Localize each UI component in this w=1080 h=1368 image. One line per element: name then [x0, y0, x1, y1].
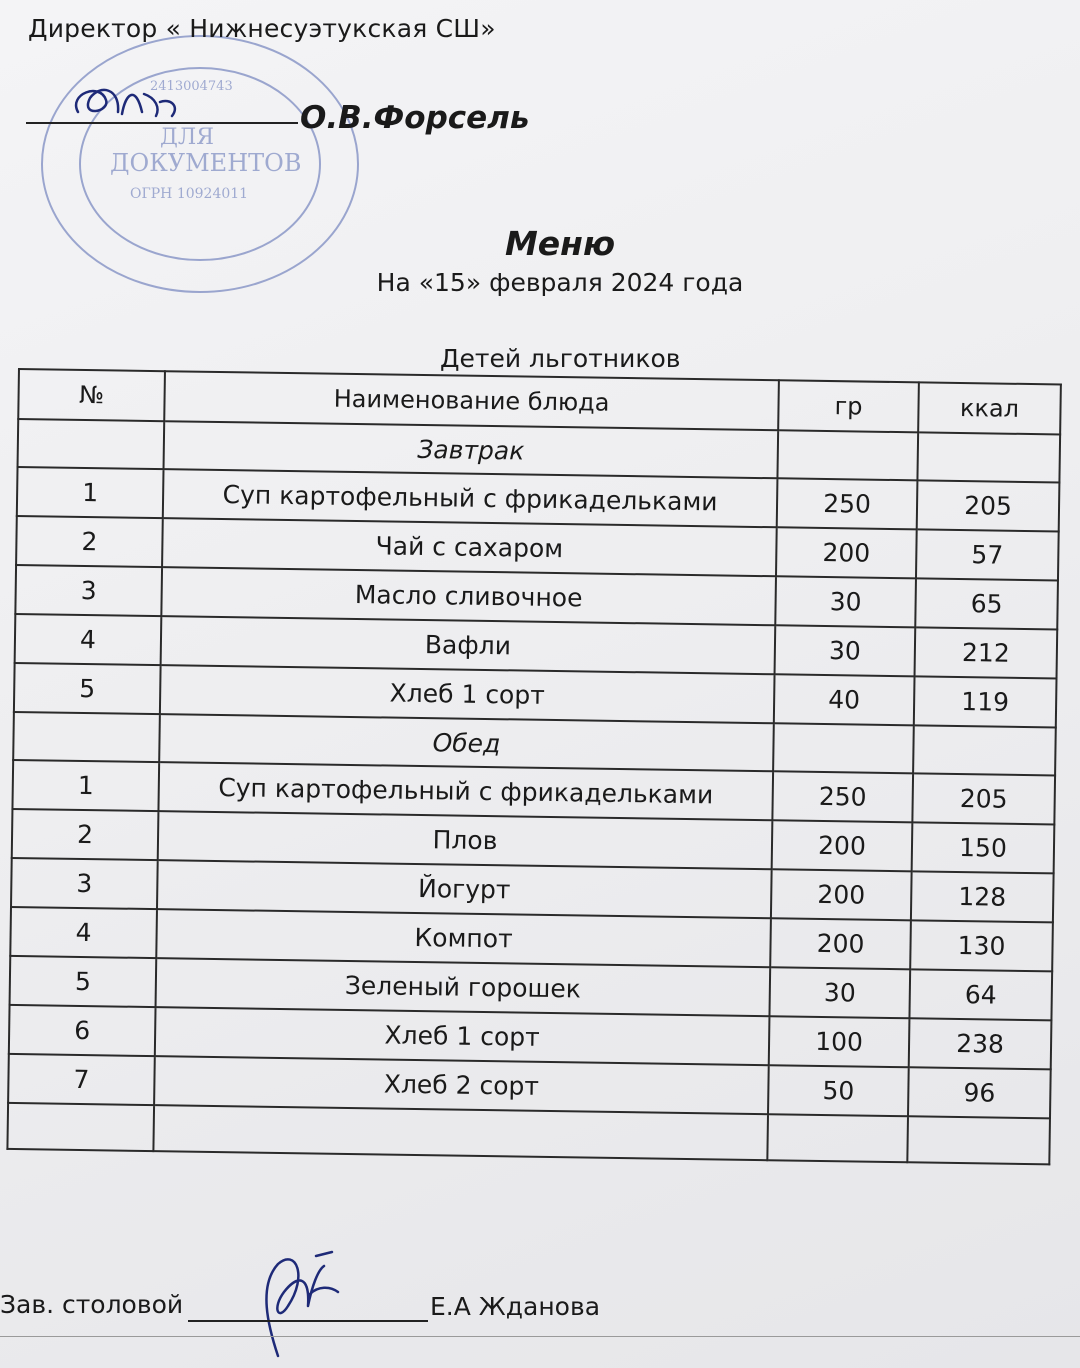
row-num: 4 — [15, 614, 162, 665]
director-title: Директор « Нижнесуэтукская СШ» — [28, 14, 496, 43]
row-num: 3 — [15, 565, 162, 616]
footer-name: Е.А Жданова — [430, 1292, 601, 1321]
document-subtitle: Детей льготников — [440, 344, 681, 373]
row-kcal: 57 — [916, 529, 1059, 580]
row-dish: Компот — [156, 909, 771, 967]
row-dish: Суп картофельный с фрикадельками — [163, 469, 778, 527]
row-kcal: 119 — [914, 676, 1057, 727]
row-gr: 30 — [769, 967, 910, 1018]
row-kcal: 64 — [909, 969, 1052, 1020]
row-gr: 30 — [775, 625, 916, 676]
page-edge — [0, 1336, 1080, 1337]
row-gr: 250 — [777, 478, 918, 529]
header-gr: гр — [778, 380, 919, 432]
row-kcal: 238 — [909, 1018, 1052, 1069]
row-gr: 200 — [770, 918, 911, 969]
section-title: Обед — [159, 714, 774, 771]
row-dish: Суп картофельный с фрикадельками — [158, 762, 773, 820]
row-kcal: 205 — [917, 480, 1060, 531]
row-gr: 40 — [774, 674, 915, 725]
header-name: Наименование блюда — [164, 371, 779, 430]
svg-text:ОГРН 10924011: ОГРН 10924011 — [130, 186, 249, 202]
director-name: О.В.Форсель — [300, 100, 530, 136]
row-num: 5 — [14, 663, 161, 714]
row-dish: Чай с сахаром — [162, 518, 777, 576]
header-kcal: ккал — [918, 382, 1061, 434]
row-gr: 100 — [769, 1016, 910, 1067]
row-kcal: 65 — [915, 578, 1058, 629]
row-num: 2 — [12, 809, 159, 860]
row-gr: 250 — [772, 771, 913, 822]
row-gr: 200 — [776, 527, 917, 578]
row-num: 1 — [17, 467, 164, 518]
row-kcal: 130 — [910, 920, 1053, 971]
row-num: 3 — [11, 858, 158, 909]
row-num: 1 — [12, 760, 159, 811]
header-num: № — [18, 369, 165, 421]
row-num: 5 — [10, 956, 157, 1007]
svg-text:ДЛЯ: ДЛЯ — [160, 125, 215, 150]
menu-table — [6, 368, 1061, 1165]
document-date: На «15» февраля 2024 года — [376, 268, 744, 297]
footer-position: Зав. столовой — [0, 1290, 184, 1319]
footer-signature-line — [188, 1320, 428, 1322]
row-dish: Вафли — [161, 616, 776, 674]
svg-text:2413004743: 2413004743 — [150, 79, 233, 94]
row-kcal: 150 — [912, 822, 1055, 873]
row-num: 2 — [16, 516, 163, 567]
row-dish: Хлеб 2 сорт — [154, 1056, 769, 1114]
row-kcal: 96 — [908, 1067, 1051, 1118]
row-num: 7 — [8, 1054, 155, 1105]
row-gr: 50 — [768, 1065, 909, 1116]
row-num: 4 — [10, 907, 157, 958]
section-title: Завтрак — [164, 421, 779, 478]
svg-text:ДОКУМЕНТОВ: ДОКУМЕНТОВ — [110, 149, 302, 177]
row-dish: Йогурт — [157, 860, 772, 918]
row-gr: 30 — [775, 576, 916, 627]
row-dish: Хлеб 1 сорт — [160, 665, 775, 723]
document-title: Меню — [504, 224, 616, 263]
row-dish: Плов — [158, 811, 773, 869]
row-gr: 200 — [771, 869, 912, 920]
row-kcal: 128 — [911, 871, 1054, 922]
footer-signature — [238, 1246, 348, 1362]
row-num: 6 — [9, 1005, 156, 1056]
row-dish: Хлеб 1 сорт — [155, 1007, 770, 1065]
row-kcal: 205 — [912, 773, 1055, 824]
row-gr: 200 — [772, 820, 913, 871]
row-dish: Зеленый горошек — [156, 958, 771, 1016]
row-dish: Масло сливочное — [161, 567, 776, 625]
row-kcal: 212 — [915, 627, 1058, 678]
director-signature-line — [26, 122, 298, 124]
